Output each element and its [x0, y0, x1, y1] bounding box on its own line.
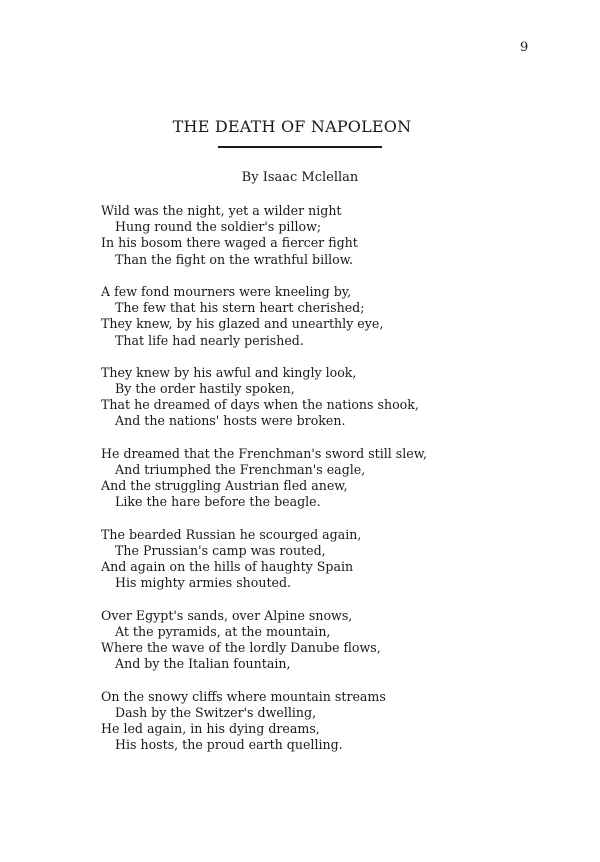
poem-line: Wild was the night, yet a wilder night: [101, 203, 342, 218]
poem-line: The bearded Russian he scourged again,: [101, 526, 362, 542]
title-underline: [218, 146, 382, 148]
poem-line: And again on the hills of haughty Spain: [101, 559, 354, 575]
poem-line: They knew by his awful and kingly look,: [101, 364, 357, 380]
stanza: [101, 446, 521, 511]
poem-body: [101, 203, 521, 770]
poem-line: By the order hastily spoken,: [115, 381, 295, 397]
poem-line: The few that his stern heart cherished;: [115, 300, 365, 316]
poem-line: He dreamed that the Frenchman's sword still slew,: [101, 445, 428, 461]
poem-line: In his bosom there waged a fiercer fight: [101, 235, 358, 251]
poem-line: And the struggling Austrian fled anew,: [101, 478, 348, 494]
poem-author: By Isaac Mclellan: [241, 170, 359, 185]
poem-line: His mighty armies shouted.: [115, 575, 292, 591]
stanza: [101, 527, 521, 592]
poem-line: He led again, in his dying dreams,: [101, 721, 320, 736]
poem-line: Like the hare before the beagle.: [115, 494, 321, 510]
stanza: [101, 365, 521, 430]
poem-line: A few fond mourners were kneeling by,: [101, 283, 352, 299]
poem-line: That life had nearly perished.: [115, 332, 304, 348]
poem-line: Than the fight on the wrathful billow.: [115, 251, 354, 267]
stanza: [101, 689, 521, 754]
poem-line: Hung round the soldier's pillow;: [115, 219, 322, 235]
poem-line: At the pyramids, at the mountain,: [115, 623, 331, 639]
poem-title: THE DEATH OF NAPOLEON: [172, 117, 412, 136]
stanza: [101, 203, 521, 268]
poem-line: The Prussian's camp was routed,: [115, 542, 326, 558]
poem-line: On the snowy cliffs where mountain streams: [101, 688, 386, 704]
poem-line: Where the wave of the lordly Danube flows,: [101, 640, 381, 656]
poem-line: That he dreamed of days when the nations shook,: [101, 397, 419, 413]
poem-line: And by the Italian fountain,: [115, 656, 291, 672]
page-number: 9: [520, 40, 529, 55]
poem-line: Over Egypt's sands, over Alpine snows,: [101, 607, 353, 623]
poem-line: Dash by the Switzer's dwelling,: [115, 704, 317, 720]
poem-line: And triumphed the Frenchman's eagle,: [115, 462, 366, 477]
stanza: [101, 284, 521, 349]
poem-line: And the nations' hosts were broken.: [115, 413, 346, 429]
stanza: [101, 608, 521, 673]
poem-line: They knew, by his glazed and unearthly eye,: [101, 316, 384, 332]
poem-line: His hosts, the proud earth quelling.: [115, 737, 343, 753]
